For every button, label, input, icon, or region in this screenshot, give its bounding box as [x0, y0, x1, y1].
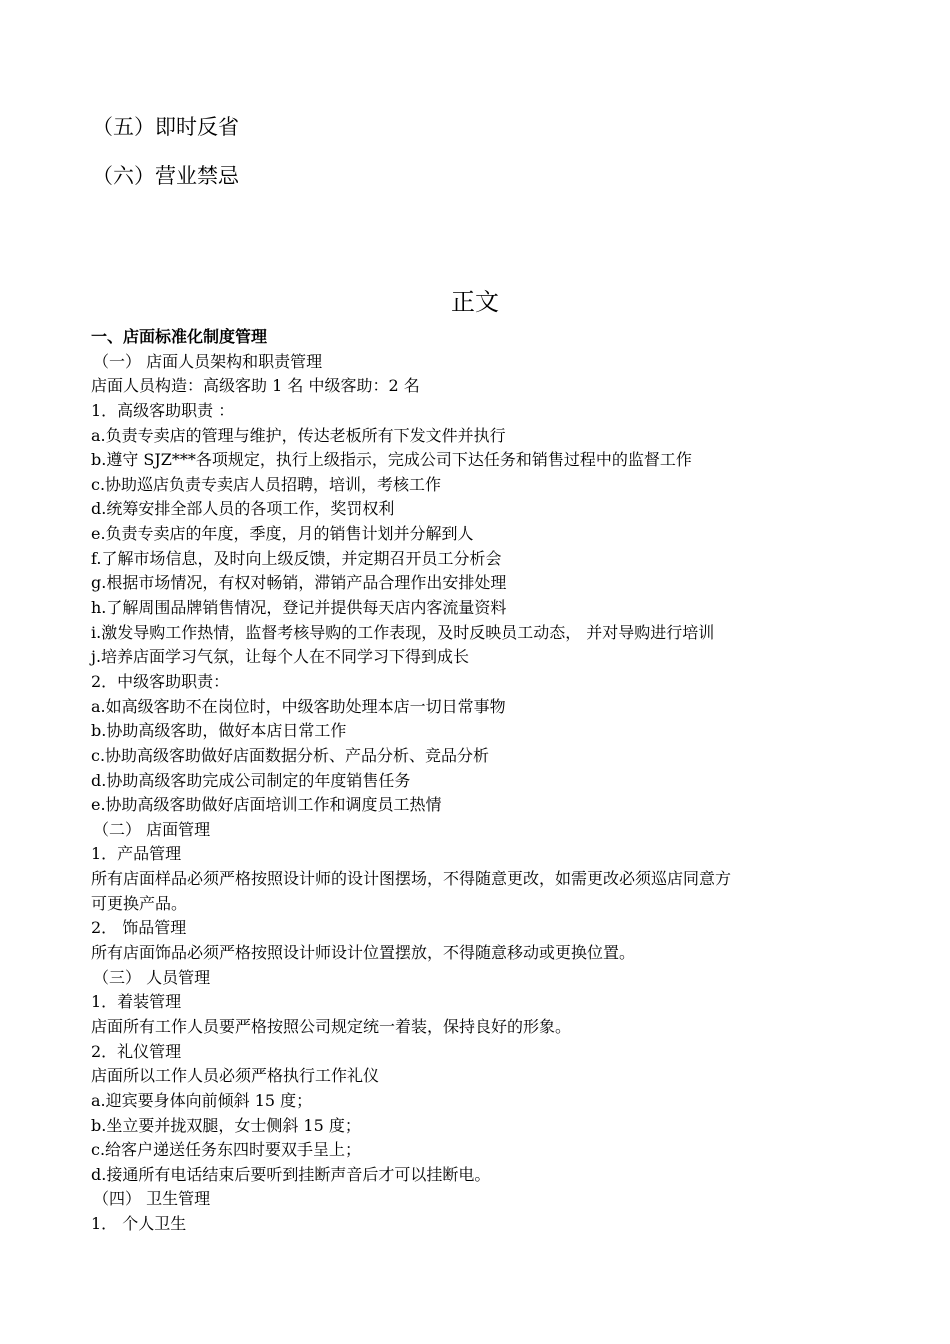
- paragraph-line: 1．高级客助职责 ：: [91, 400, 235, 420]
- page-title: 正文: [451, 288, 499, 316]
- paragraph-line: f.了解市场信息，及时向上级反馈，并定期召开员工分析会: [91, 548, 502, 568]
- paragraph-line: c.协助高级客助做好店面数据分析、产品分析、竞品分析: [91, 745, 490, 765]
- paragraph-line: 1．产品管理: [91, 844, 182, 864]
- paragraph-line: 2． 饰品管理: [91, 918, 187, 938]
- paragraph-line: 所有店面样品必须严格按照设计师的设计图摆场，不得随意更改，如需更改必须巡店同意方: [91, 869, 732, 889]
- paragraph-line: 所有店面饰品必须严格按照设计师设计位置摆放，不得随意移动或更换位置。: [91, 943, 636, 963]
- paragraph-line: h.了解周围品牌销售情况，登记并提供每天店内客流量资料: [91, 598, 507, 618]
- paragraph-line: c.协助巡店负责专卖店人员招聘，培训，考核工作: [91, 474, 442, 494]
- section-heading: 一、店面标准化制度管理: [91, 327, 268, 346]
- paragraph-line: e.负责专卖店的年度，季度，月的销售计划并分解到人: [91, 524, 474, 544]
- paragraph-line: g.根据市场情况，有权对畅销，滞销产品合理作出安排处理: [91, 573, 507, 593]
- paragraph-line: e.协助高级客助做好店面培训工作和调度员工热情: [91, 795, 442, 815]
- toc-item-taboos: （六）营业禁忌: [92, 164, 239, 188]
- subsection-heading: （一） 店面人员架构和职责管理: [93, 351, 323, 371]
- paragraph-line: d.接通所有电话结束后要听到挂断声音后才可以挂断电。: [91, 1164, 491, 1184]
- paragraph-line: a.负责专卖店的管理与维护，传达老板所有下发文件并执行: [91, 425, 506, 445]
- paragraph-line: a.迎宾要身体向前倾斜 15 度；: [91, 1090, 313, 1110]
- paragraph-line: c.给客户递送任务东四时要双手呈上；: [91, 1140, 362, 1160]
- paragraph-line: 店面所以工作人员必须严格执行工作礼仪: [91, 1066, 380, 1086]
- paragraph-line: i.激发导购工作热情，监督考核导购的工作表现，及时反映员工动态， 并对导购进行培训: [91, 622, 715, 642]
- paragraph-line: b.坐立要并拢双腿，女士侧斜 15 度；: [91, 1115, 361, 1135]
- paragraph-line: j.培养店面学习气氛，让每个人在不同学习下得到成长: [91, 647, 470, 667]
- paragraph-line: a.如高级客助不在岗位时，中级客助处理本店一切日常事物: [91, 696, 506, 716]
- paragraph-line: b.协助高级客助，做好本店日常工作: [91, 721, 347, 741]
- paragraph-line: d.协助高级客助完成公司制定的年度销售任务: [91, 770, 411, 790]
- toc-item-reflection: （五）即时反省: [92, 115, 239, 139]
- paragraph-line: b.遵守 SJZ***各项规定，执行上级指示，完成公司下达任务和销售过程中的监督工作: [91, 450, 692, 470]
- paragraph-line: 店面人员构造：高级客助 1 名 中级客助：2 名: [91, 376, 420, 396]
- subsection-heading: （三） 人员管理: [93, 967, 211, 987]
- paragraph-line: d.统筹安排全部人员的各项工作，奖罚权利: [91, 499, 395, 519]
- paragraph-line: 店面所有工作人员要严格按照公司规定统一着装，保持良好的形象。: [91, 1016, 572, 1036]
- paragraph-line: 1．着装管理: [91, 992, 182, 1012]
- document-body: [91, 325, 871, 1237]
- paragraph-line: 2．中级客助职责：: [91, 671, 230, 691]
- subsection-heading: （四） 卫生管理: [93, 1189, 211, 1209]
- paragraph-line: 2．礼仪管理: [91, 1041, 182, 1061]
- paragraph-line: 1． 个人卫生: [91, 1214, 187, 1234]
- subsection-heading: （二） 店面管理: [93, 819, 211, 839]
- paragraph-line: 可更换产品。: [91, 893, 188, 913]
